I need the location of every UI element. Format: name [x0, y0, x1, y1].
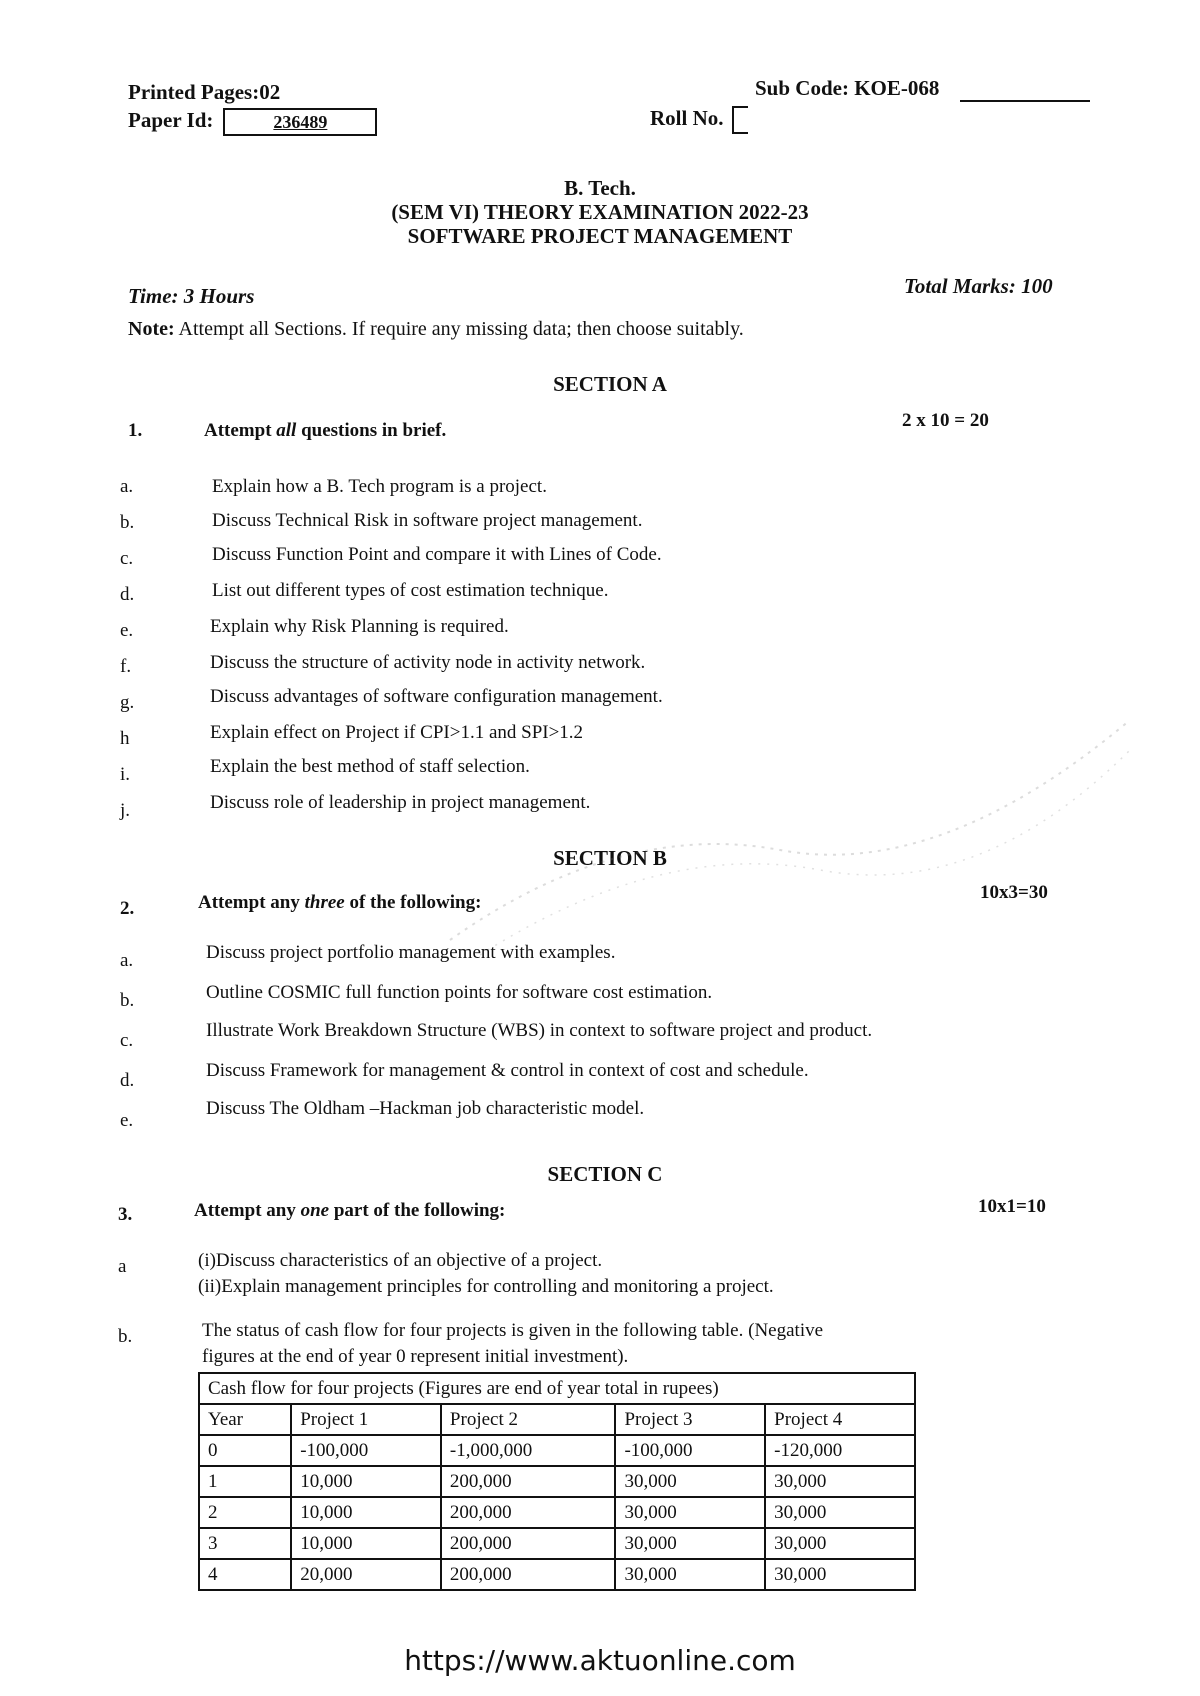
instr-em: all [276, 420, 297, 441]
paper-id-label: Paper Id: [128, 108, 214, 132]
instr-pre: Attempt any [194, 1200, 296, 1221]
a-item-label: i. [120, 764, 131, 785]
table-cell: 30,000 [765, 1497, 915, 1528]
b-item-label: a. [120, 950, 134, 971]
table-header: Project 1 [291, 1404, 441, 1435]
a-item-label: f. [120, 656, 132, 677]
a-item-text: List out different types of cost estimation technique. [212, 580, 609, 601]
b-item-text: Outline COSMIC full function points for software cost estimation. [206, 982, 713, 1003]
table-cell: 2 [199, 1497, 291, 1528]
table-cell: 10,000 [291, 1528, 441, 1559]
table-row [199, 1466, 915, 1497]
table-cell: 20,000 [291, 1559, 441, 1590]
instr-post: of the following: [349, 892, 482, 913]
section-c-title: SECTION C [547, 1162, 663, 1186]
printed-pages: Printed Pages:02 [128, 80, 281, 104]
table-cell: 200,000 [441, 1559, 616, 1590]
table-row [199, 1528, 915, 1559]
a-item-label: j. [120, 800, 131, 821]
note [128, 318, 744, 341]
note-text: Attempt all Sections. If require any missing data; then choose suitably. [178, 318, 744, 340]
instr-em: three [304, 892, 345, 913]
c-part-a-line1: (i)Discuss characteristics of an objective of a project. [198, 1250, 603, 1271]
session-title: (SEM VI) THEORY EXAMINATION 2022-23 [391, 200, 809, 224]
table-caption-row [199, 1373, 915, 1404]
table-cell: 30,000 [615, 1528, 765, 1559]
instr-pre: Attempt any [198, 892, 300, 913]
paper-id-box: 236489 [223, 108, 377, 136]
table-cell: 3 [199, 1528, 291, 1559]
section-a-title: SECTION A [553, 372, 667, 396]
table-cell: 200,000 [441, 1497, 616, 1528]
instr-em: one [300, 1200, 330, 1221]
section-a-number: 1. [128, 420, 143, 441]
table-cell: 30,000 [615, 1466, 765, 1497]
paper-id [128, 108, 377, 136]
section-a-instruction [204, 420, 446, 442]
table-cell: -120,000 [765, 1435, 915, 1466]
a-item-text: Explain the best method of staff selection. [210, 756, 530, 777]
section-b-instruction [198, 892, 481, 914]
table-header: Project 2 [441, 1404, 616, 1435]
table-cell: 200,000 [441, 1528, 616, 1559]
table-cell: 30,000 [765, 1559, 915, 1590]
a-item-text: Discuss Technical Risk in software project management. [212, 510, 643, 531]
b-item-label: c. [120, 1030, 134, 1051]
table-cell: 30,000 [765, 1466, 915, 1497]
table-cell: 30,000 [615, 1497, 765, 1528]
table-header: Year [199, 1404, 291, 1435]
a-item-label: b. [120, 512, 135, 533]
table-cell: -100,000 [615, 1435, 765, 1466]
table-cell: -100,000 [291, 1435, 441, 1466]
cash-flow-table [198, 1372, 916, 1591]
roll-no-box [732, 106, 748, 134]
roll-no-label: Roll No. [650, 106, 724, 130]
program-title: B. Tech. [564, 176, 636, 200]
instr-post: questions in brief. [301, 420, 447, 441]
table-cell: 30,000 [615, 1559, 765, 1590]
b-item-text: Discuss project portfolio management with examples. [206, 942, 616, 963]
b-item-text: Discuss The Oldham –Hackman job characteristic model. [206, 1098, 645, 1119]
table-row [199, 1497, 915, 1528]
table-cell: 0 [199, 1435, 291, 1466]
exam-time: Time: 3 Hours [128, 284, 255, 308]
a-item-label: g. [120, 692, 135, 713]
table-row [199, 1559, 915, 1590]
a-item-text: Discuss role of leadership in project management. [210, 792, 591, 813]
table-header: Project 3 [615, 1404, 765, 1435]
table-header: Project 4 [765, 1404, 915, 1435]
subject-title: SOFTWARE PROJECT MANAGEMENT [407, 224, 793, 248]
section-b-number: 2. [120, 898, 135, 919]
table-cell: 30,000 [765, 1528, 915, 1559]
a-item-text: Explain why Risk Planning is required. [210, 616, 509, 637]
table-row [199, 1435, 915, 1466]
a-item-text: Discuss Function Point and compare it with Lines of Code. [212, 544, 662, 565]
section-c-instruction [194, 1200, 505, 1222]
section-b-marks: 10x3=30 [980, 882, 1048, 903]
c-part-b-line1: The status of cash flow for four projects is given in the following table. (Negative [202, 1320, 824, 1341]
table-cell: 10,000 [291, 1497, 441, 1528]
b-item-label: d. [120, 1070, 135, 1091]
a-item-label: c. [120, 548, 134, 569]
a-item-label: d. [120, 584, 135, 605]
table-cell: 200,000 [441, 1466, 616, 1497]
table-cell: 10,000 [291, 1466, 441, 1497]
c-part-a-label: a [118, 1256, 127, 1277]
c-part-b-line2: figures at the end of year 0 represent initial investment). [202, 1346, 629, 1367]
b-item-text: Illustrate Work Breakdown Structure (WBS) in context to software project and product. [206, 1020, 873, 1041]
section-c-marks: 10x1=10 [978, 1196, 1046, 1217]
footer-url[interactable]: https://www.aktuonline.com [404, 1644, 796, 1677]
table-cell: 1 [199, 1466, 291, 1497]
section-c-number: 3. [118, 1204, 133, 1225]
table-cell: -1,000,000 [441, 1435, 616, 1466]
a-item-label: e. [120, 620, 134, 641]
a-item-text: Explain effect on Project if CPI>1.1 and SPI>1.2 [210, 722, 584, 743]
a-item-text: Explain how a B. Tech program is a project. [212, 476, 547, 497]
total-marks: Total Marks: 100 [904, 274, 1053, 298]
c-part-b-label: b. [118, 1326, 133, 1347]
instr-post: part of the following: [333, 1200, 506, 1221]
sub-code: Sub Code: KOE-068 [755, 76, 940, 100]
note-label: Note: [128, 318, 175, 340]
section-a-marks: 2 x 10 = 20 [902, 410, 989, 431]
a-item-label: h [120, 728, 130, 749]
section-b-title: SECTION B [553, 846, 667, 870]
c-part-a-line2: (ii)Explain management principles for controlling and monitoring a project. [198, 1276, 774, 1297]
b-item-text: Discuss Framework for management & control in context of cost and schedule. [206, 1060, 809, 1081]
sub-code-underline [960, 100, 1090, 102]
roll-no [650, 106, 748, 134]
b-item-label: e. [120, 1110, 134, 1131]
b-item-label: b. [120, 990, 135, 1011]
table-caption: Cash flow for four projects (Figures are end of year total in rupees) [199, 1373, 915, 1404]
a-item-text: Discuss the structure of activity node in activity network. [210, 652, 646, 673]
instr-pre: Attempt [204, 420, 272, 441]
table-cell: 4 [199, 1559, 291, 1590]
a-item-label: a. [120, 476, 134, 497]
table-header-row [199, 1404, 915, 1435]
a-item-text: Discuss advantages of software configuration management. [210, 686, 663, 707]
